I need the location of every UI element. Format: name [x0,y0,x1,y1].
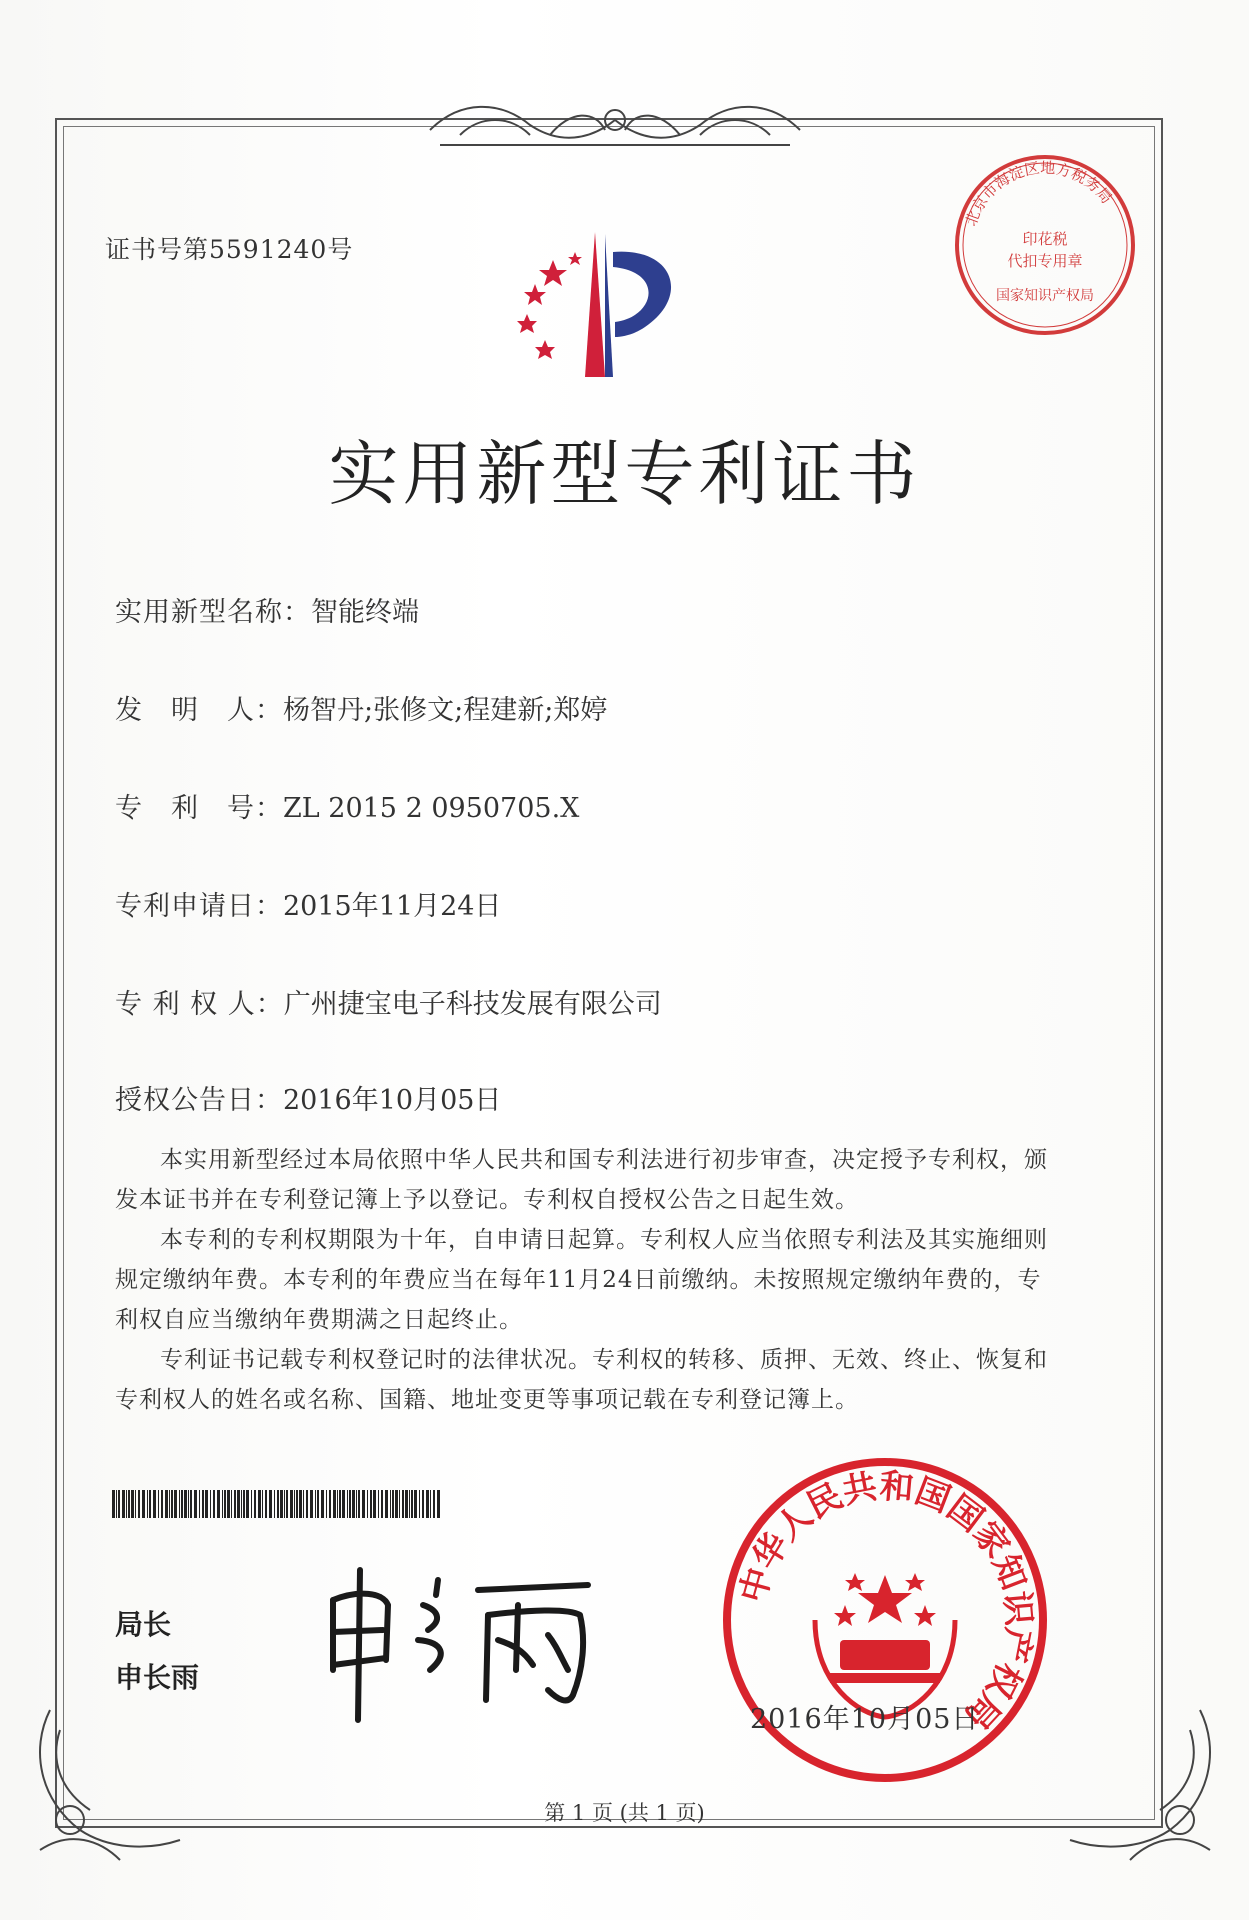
barcode-bar [284,1490,285,1518]
barcode-bar [202,1490,204,1518]
barcode-bar [190,1490,192,1518]
barcode-bar [317,1490,319,1518]
barcode-bar [306,1490,308,1518]
barcode-bar [409,1490,410,1518]
bottom-right-ornament-icon [1060,1690,1230,1870]
tax-stamp-seal [950,150,1140,340]
field-value: 广州捷宝电子科技发展有限公司 [283,989,662,1020]
barcode-bar [116,1490,117,1518]
barcode-bar [158,1490,159,1518]
barcode-bar [217,1490,220,1518]
director-name: 申长雨 [115,1661,200,1694]
barcode-bar [310,1490,313,1518]
barcode-bar [430,1490,431,1518]
bottom-left-ornament-icon [20,1690,190,1870]
director-title: 局长 [115,1608,172,1641]
barcode-bar [342,1490,345,1518]
barcode-bar [286,1490,288,1518]
certificate-number: 证书号第5591240号 [105,235,354,264]
barcode-bar [122,1490,125,1518]
barcode-bar [241,1490,242,1518]
barcode-bar [135,1490,136,1518]
barcode-bar [222,1490,223,1518]
barcode-bar [118,1490,120,1518]
barcode-bar [422,1490,424,1518]
barcode-bar [254,1490,256,1518]
barcode-bar [251,1490,252,1518]
page-number: 第 1 页 (共 1 页) [544,1801,705,1825]
barcode-bar [347,1490,348,1518]
barcode-bar [234,1490,236,1518]
field-patent-number [115,786,579,825]
field-utility-model-name [115,590,419,629]
barcode-bar [169,1490,170,1518]
field-label: 专 利 权 人： [115,989,284,1020]
barcode-bar [303,1490,304,1518]
field-value: 2015年11月24日 [283,891,502,922]
field-label: 发 明 人： [115,695,283,726]
barcode-bar [126,1490,127,1518]
barcode-bar [370,1490,372,1518]
barcode-bar [258,1490,261,1518]
certificate-title: 实用新型专利证书 [328,433,921,515]
barcode-bar [337,1490,338,1518]
barcode-bar [277,1490,279,1518]
barcode-bar [210,1490,211,1518]
barcode-bar [399,1490,400,1518]
barcode-bar [237,1490,240,1518]
field-label: 授权公告日： [115,1085,283,1116]
barcode-bar [352,1490,355,1518]
barcode-bar [131,1490,134,1518]
barcode-bar [299,1490,302,1518]
barcode-bar [419,1490,420,1518]
seal-date: 2016年10月05日 [750,1704,980,1735]
barcode-bar [128,1490,130,1518]
barcode-bar [296,1490,298,1518]
barcode-bar [339,1490,341,1518]
barcode-bar [188,1490,189,1518]
barcode-bar [290,1490,293,1518]
barcode-bar [213,1490,215,1518]
barcode-bar [381,1490,383,1518]
field-patentee [115,982,662,1021]
barcode-bar [184,1490,187,1518]
barcode-bar [414,1490,417,1518]
barcode-bar [149,1490,151,1518]
barcode-bar [358,1490,360,1518]
tax-stamp-center-line2: 代扣专用章 [1007,252,1083,270]
barcode-bar [385,1490,388,1518]
barcode-bar [315,1490,316,1518]
field-value: 杨智丹;张修文;程建新;郑婷 [283,695,608,726]
barcode-bar [274,1490,275,1518]
barcode-bar [181,1490,183,1518]
certificate-body [115,1140,1055,1420]
field-inventors [115,688,607,727]
director-signature-icon [318,1560,608,1730]
barcode-bar [194,1490,197,1518]
barcode-bar [411,1490,413,1518]
barcode-bar [246,1490,249,1518]
top-ornament-icon [420,90,810,160]
seal-ring-text: 中华人民共和国国家知识产权局 [732,1466,1039,1737]
field-value: ZL 2015 2 0950705.X [283,793,580,824]
barcode-bar [294,1490,295,1518]
barcode-bar [262,1490,263,1518]
barcode-bar [392,1490,394,1518]
barcode-bar [171,1490,173,1518]
barcode-bar [426,1490,429,1518]
barcode-bar [329,1490,331,1518]
barcode-bar [231,1490,232,1518]
barcode-bar [205,1490,208,1518]
field-application-date [115,884,501,923]
barcode-bar [265,1490,267,1518]
barcode-bar [227,1490,230,1518]
barcode-bar [138,1490,140,1518]
barcode-bar [367,1490,368,1518]
barcode-bar [433,1490,435,1518]
tax-stamp-ring-text: 北京市海淀区地方税务局 [961,158,1116,229]
barcode-bar [402,1490,404,1518]
barcode-bar [280,1490,283,1518]
barcode-bar [153,1490,156,1518]
field-label: 实用新型名称： [115,597,311,628]
barcode-bar [395,1490,398,1518]
barcode-bar [112,1490,115,1518]
body-paragraph: 专利证书记载专利权登记时的法律状况。专利权的转移、质押、无效、终止、恢复和专利权人的姓名或名称、国籍、地址变更等事项记载在专利登记簿上。 [115,1347,1048,1413]
tax-stamp-center-line1: 印花税 [1022,230,1068,248]
body-paragraph: 本专利的专利权期限为十年，自申请日起算。专利权人应当依照专利法及其实施细则规定缴纳年费。本专利的年费应当在每年11月24日前缴纳。未按照规定缴纳年费的，专利权自应当缴纳年费期满之日起终止。 [115,1227,1048,1333]
field-label: 专 利 号： [115,793,283,824]
barcode-bar [333,1490,336,1518]
field-label: 专利申请日： [115,891,283,922]
barcode-bar [161,1490,163,1518]
barcode-bar [174,1490,177,1518]
field-grant-date [115,1078,501,1117]
barcode-bar [142,1490,145,1518]
barcode-bar [179,1490,180,1518]
barcode-bar [437,1490,440,1518]
barcode-icon [112,1490,442,1518]
barcode-bar [373,1490,376,1518]
barcode-bar [199,1490,200,1518]
barcode-bar [326,1490,327,1518]
barcode-bar [390,1490,391,1518]
tax-stamp-bottom-text: 国家知识产权局 [996,288,1094,304]
field-value: 2016年10月05日 [283,1085,502,1116]
barcode-bar [321,1490,324,1518]
barcode-bar [362,1490,365,1518]
barcode-bar [405,1490,408,1518]
barcode-bar [349,1490,351,1518]
barcode-bar [356,1490,357,1518]
patent-office-emblem-icon [505,222,705,382]
barcode-bar [243,1490,245,1518]
field-value: 智能终端 [311,597,419,628]
barcode-bar [165,1490,168,1518]
barcode-bar [269,1490,272,1518]
barcode-bar [378,1490,379,1518]
body-paragraph: 本实用新型经过本局依照中华人民共和国专利法进行初步审查，决定授予专利权，颁发本证书并在专利登记簿上予以登记。专利权自授权公告之日起生效。 [115,1147,1048,1213]
barcode-bar [224,1490,226,1518]
barcode-bar [147,1490,148,1518]
